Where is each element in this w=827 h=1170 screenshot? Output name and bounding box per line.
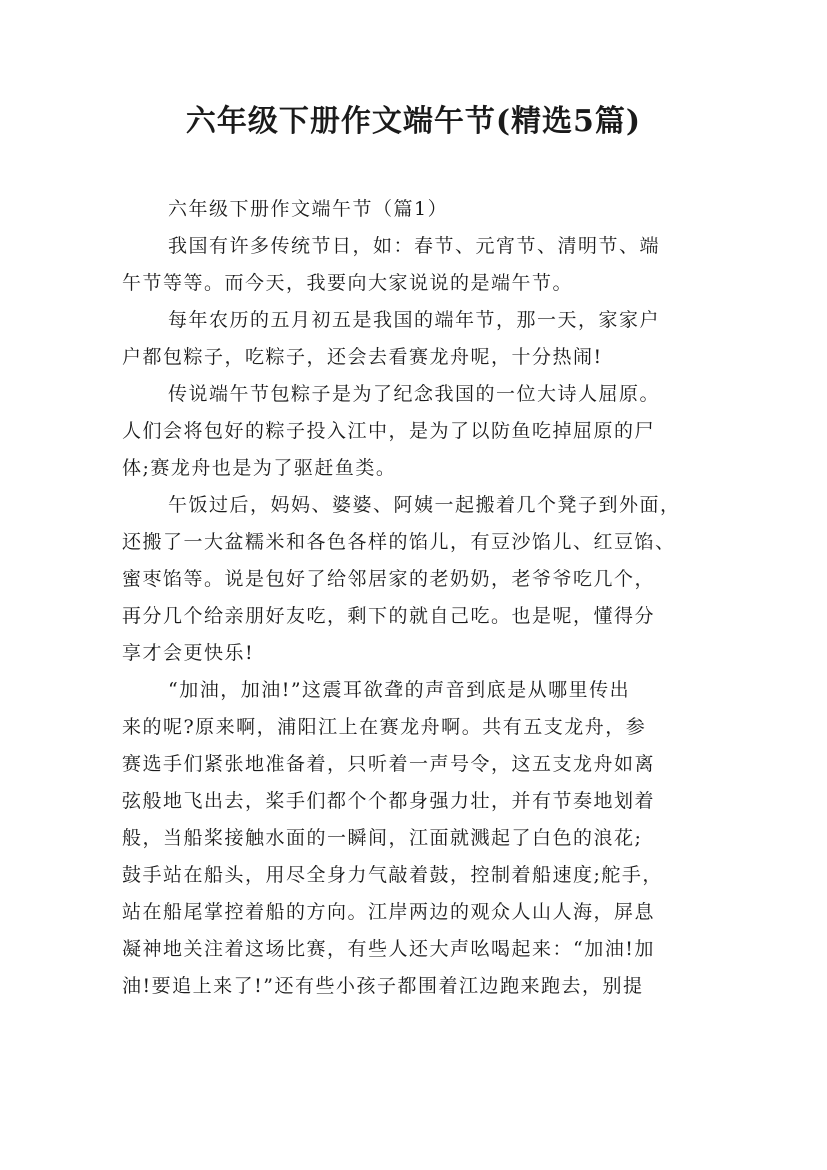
paragraph-line: 我国有许多传统节日，如：春节、元宵节、清明节、端 [168,235,661,257]
paragraph-line: 还搬了一大盆糯米和各色各样的馅儿，有豆沙馅儿、红豆馅、 [122,531,676,553]
paragraph-line: 户都包粽子，吃粽子，还会去看赛龙舟呢，十分热闹! [122,346,603,368]
paragraph-line: 人们会将包好的粽子投入江中，是为了以防鱼吃掉屈原的尸 [122,420,656,442]
paragraph-line: “加油，加油!”这震耳欲聋的声音到底是从哪里传出 [168,679,631,701]
paragraph-line: 鼓手站在船头，用尽全身力气敲着鼓，控制着船速度;舵手， [122,864,663,886]
paragraph-line: 体;赛龙舟也是为了驱赶鱼类。 [122,457,397,479]
paragraph-line: 般，当船桨接触水面的一瞬间，江面就溅起了白色的浪花; [122,827,643,849]
paragraph-line: 弦般地飞出去，桨手们都个个都身强力壮，并有节奏地划着 [122,790,656,812]
document-title: 六年级下册作文端午节(精选5篇) [185,104,642,139]
paragraph-line: 蜜枣馅等。说是包好了给邻居家的老奶奶，老爷爷吃几个， [122,568,656,590]
paragraph-line: 午饭过后，妈妈、婆婆、阿姨一起搬着几个凳子到外面， [168,494,681,516]
paragraph-line: 传说端午节包粽子是为了纪念我国的一位大诗人屈原。 [168,383,661,405]
paragraph-line: 油!要追上来了!”还有些小孩子都围着江边跑来跑去，别提 [122,975,644,997]
paragraph-line: 每年农历的五月初五是我国的端年节，那一天，家家户 [168,309,661,331]
paragraph-line: 站在船尾掌控着船的方向。江岸两边的观众人山人海，屏息 [122,901,656,923]
paragraph-line: 再分几个给亲朋好友吃，剩下的就自己吃。也是呢，懂得分 [122,605,656,627]
paragraph-line: 午节等等。而今天，我要向大家说说的是端午节。 [122,272,574,294]
document-body [122,191,712,1005]
paragraph-line: 享才会更快乐! [122,642,255,664]
paragraph-line: 凝神地关注着这场比赛，有些人还大声吆喝起来：“加油!加 [122,938,655,960]
section-heading: 六年级下册作文端午节（篇1） [168,198,449,220]
paragraph-line: 赛选手们紧张地准备着，只听着一声号令，这五支龙舟如离 [122,753,656,775]
paragraph-line: 来的呢?原来啊，浦阳江上在赛龙舟啊。共有五支龙舟，参 [122,716,647,738]
